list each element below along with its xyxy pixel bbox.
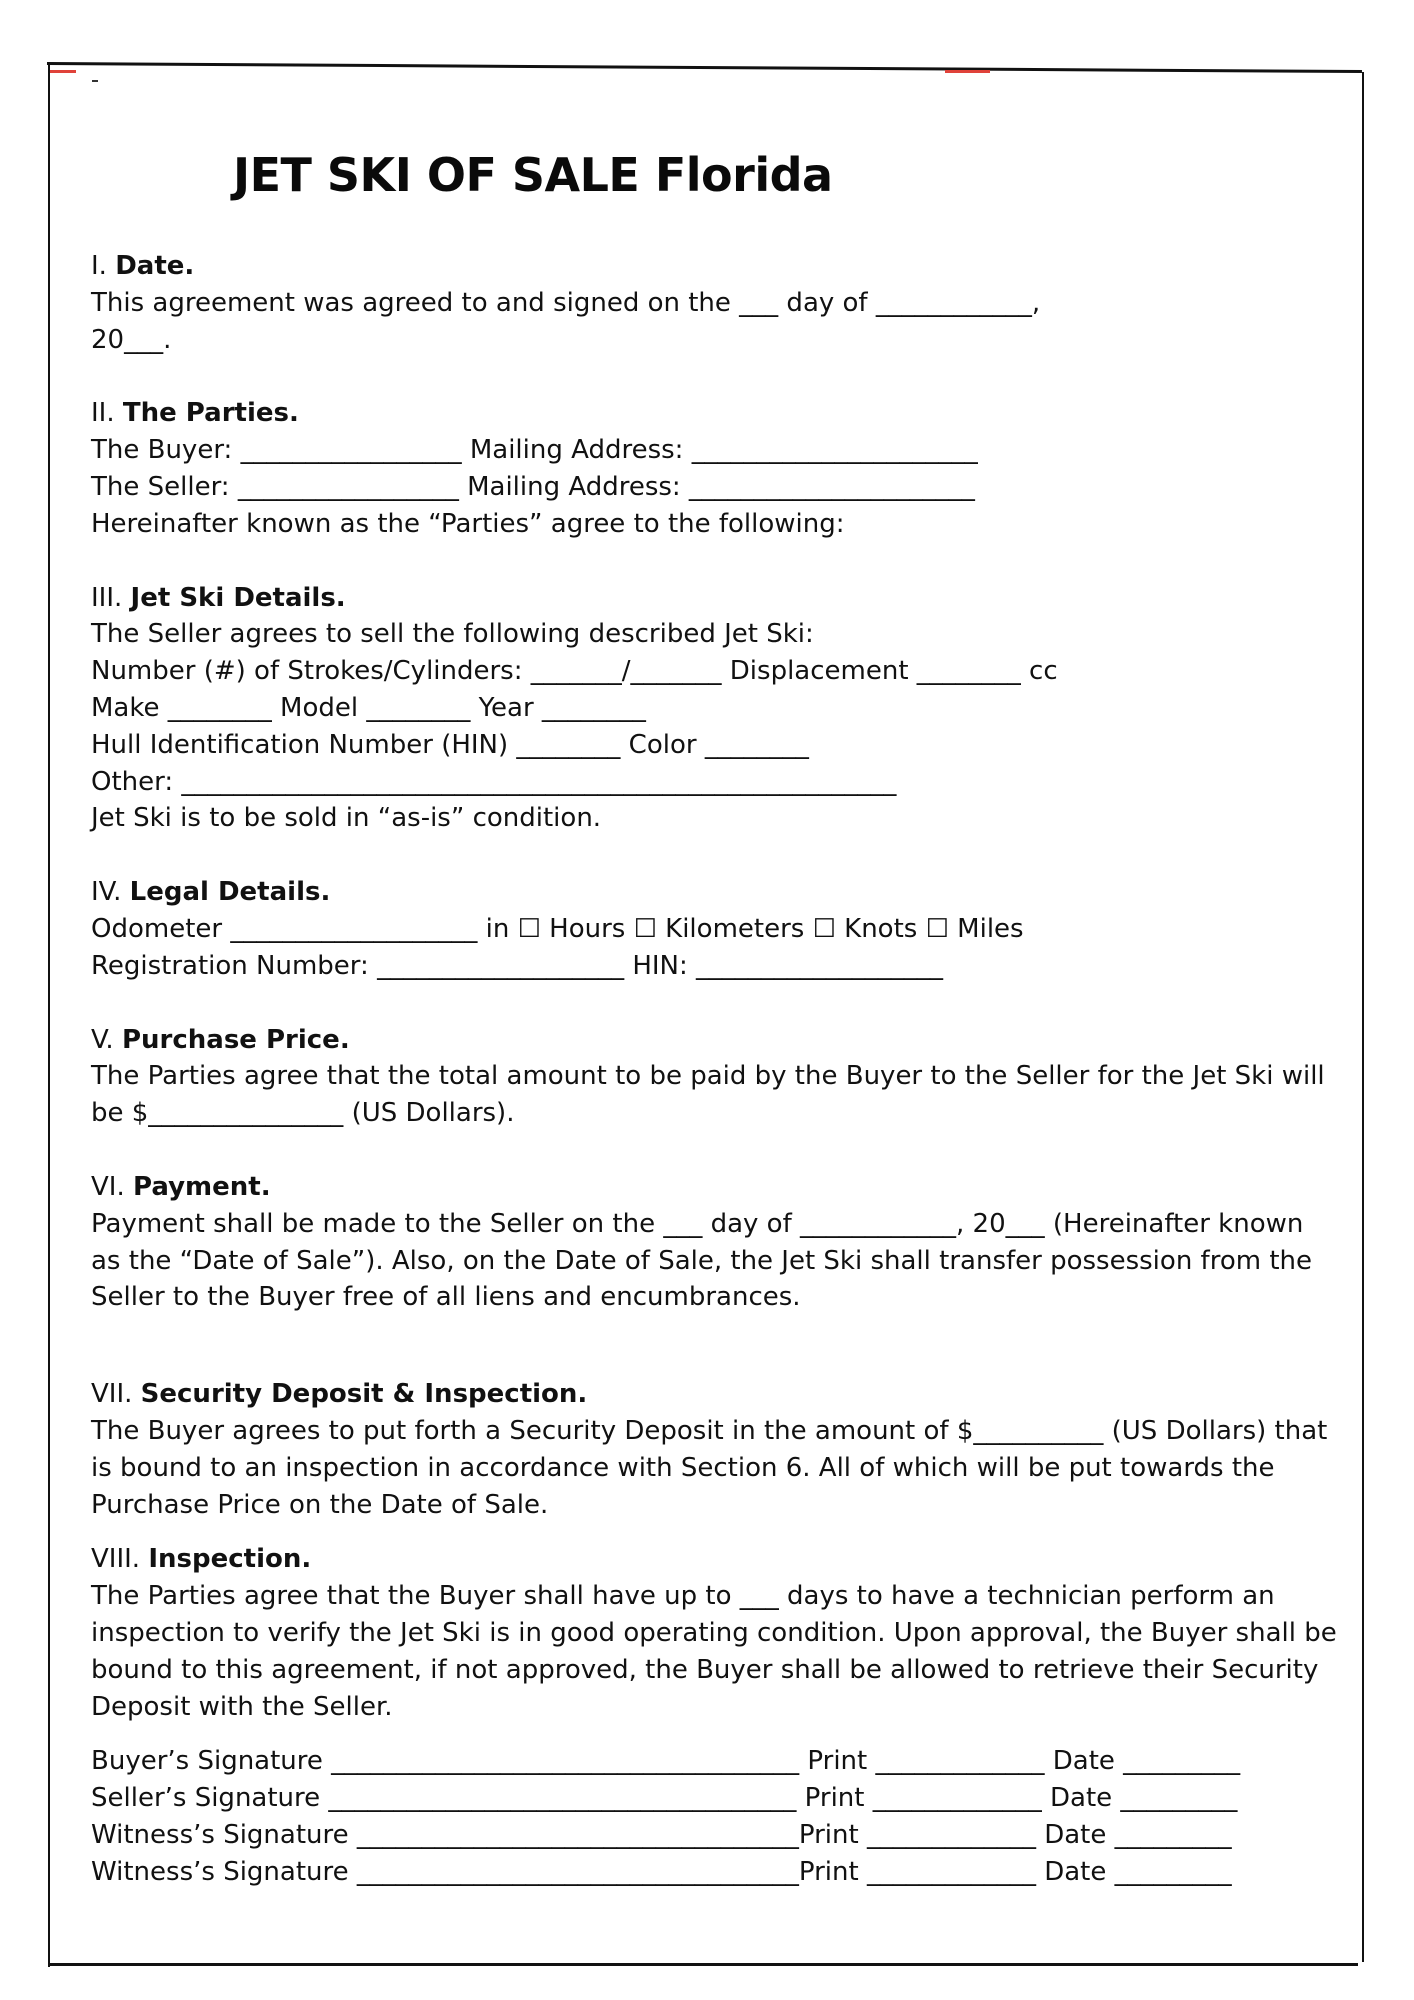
- section-title: Jet Ski Details.: [130, 582, 346, 613]
- decorative-accent: [50, 70, 76, 73]
- form-line: 20___.: [91, 324, 172, 355]
- section-number: VII.: [91, 1379, 133, 1410]
- section-number: IV.: [91, 877, 122, 908]
- decorative-dash: [92, 80, 98, 82]
- section-title: Date.: [115, 251, 195, 281]
- section-paragraph: Payment shall be made to the Seller on the ___ day of ____________, 20___ (Hereinafter known as the “Date of Sale”). Also, on the Date of Sale, the Jet Ski shall transfer possession from the Seller to the Buyer free of all liens and encumbrances.: [91, 1208, 1312, 1313]
- page-border-top: [47, 62, 1362, 73]
- section-date: [91, 248, 1341, 358]
- witness-signature-line: Witness’s Signature __________________________________Print _____________ Date _________: [91, 1856, 1232, 1887]
- form-line: The Seller agrees to sell the following described Jet Ski:: [91, 619, 814, 650]
- section-heading: [91, 1022, 1341, 1059]
- seller-line: The Seller: _________________ Mailing Address: ______________________: [91, 471, 975, 502]
- section-paragraph: The Buyer agrees to put forth a Security Deposit in the amount of $__________ (US Dollars) that is bound to an inspection in accordance with Section 6. All of which will be put towards the Purchase Price on the Date of Sale.: [91, 1415, 1328, 1520]
- decorative-accent: [945, 70, 990, 73]
- section-number: II.: [91, 398, 115, 429]
- section-number: VIII.: [91, 1544, 141, 1575]
- other-line: Other: _______________________________________________________: [91, 766, 897, 797]
- section-jet-ski-details: [91, 580, 1341, 838]
- page-border-right: [1362, 72, 1364, 1962]
- section-heading: [91, 1169, 1341, 1206]
- document-body: [91, 248, 1341, 1890]
- section-heading: [91, 1376, 1341, 1413]
- section-title: Inspection.: [148, 1544, 312, 1575]
- form-line: Hereinafter known as the “Parties” agree to the following:: [91, 508, 845, 539]
- buyer-signature-line: Buyer’s Signature ____________________________________ Print _____________ Date _________: [91, 1746, 1241, 1777]
- witness-signature-line: Witness’s Signature __________________________________Print _____________ Date _________: [91, 1819, 1232, 1850]
- section-heading: [91, 580, 1341, 617]
- section-payment: [91, 1169, 1341, 1316]
- section-number: I.: [91, 251, 107, 281]
- signature-block: [91, 1743, 1341, 1890]
- section-purchase-price: [91, 1022, 1341, 1132]
- buyer-line: The Buyer: _________________ Mailing Address: ______________________: [91, 435, 978, 466]
- section-title: The Parties.: [122, 398, 299, 429]
- page-border-left: [48, 62, 50, 1967]
- form-line: Jet Ski is to be sold in “as-is” condition.: [91, 803, 602, 834]
- section-paragraph: The Parties agree that the total amount to be paid by the Buyer to the Seller for the Jet Ski will be $_______________ (US Dollars).: [91, 1061, 1325, 1129]
- section-legal-details: [91, 874, 1341, 984]
- odometer-line: Odometer ___________________ in ☐ Hours ☐ Kilometers ☐ Knots ☐ Miles: [91, 913, 1024, 944]
- section-heading: [91, 1541, 1341, 1578]
- section-inspection: [91, 1541, 1341, 1725]
- section-number: VI.: [91, 1171, 125, 1202]
- make-model-year-line: Make ________ Model ________ Year ________: [91, 692, 646, 723]
- seller-signature-line: Seller’s Signature ____________________________________ Print _____________ Date _________: [91, 1783, 1238, 1814]
- page-border-bottom: [48, 1963, 1358, 1966]
- hin-color-line: Hull Identification Number (HIN) ________ Color ________: [91, 729, 809, 760]
- section-security-deposit: [91, 1376, 1341, 1523]
- section-heading: [91, 395, 1341, 432]
- document-title: JET SKI OF SALE Florida: [233, 148, 833, 202]
- section-title: Purchase Price.: [121, 1024, 350, 1055]
- section-title: Payment.: [132, 1171, 271, 1202]
- section-heading: [91, 874, 1341, 911]
- section-heading: [91, 248, 1341, 285]
- strokes-cylinders-line: Number (#) of Strokes/Cylinders: _______/_______ Displacement ________ cc: [91, 656, 1058, 687]
- form-line: This agreement was agreed to and signed on the ___ day of ____________,: [91, 287, 1041, 318]
- section-title: Security Deposit & Inspection.: [140, 1379, 588, 1410]
- section-paragraph: The Parties agree that the Buyer shall have up to ___ days to have a technician perform an inspection to verify the Jet Ski is in good operating condition. Upon approval, the Buyer shall be bound to this agreement, if not approved, the Buyer shall be allowed to retrieve their Security Deposit with the Seller.: [91, 1581, 1337, 1722]
- section-number: V.: [91, 1024, 114, 1055]
- section-title: Legal Details.: [129, 877, 331, 908]
- section-number: III.: [91, 582, 123, 613]
- section-parties: [91, 395, 1341, 542]
- registration-line: Registration Number: ___________________ HIN: ___________________: [91, 950, 944, 981]
